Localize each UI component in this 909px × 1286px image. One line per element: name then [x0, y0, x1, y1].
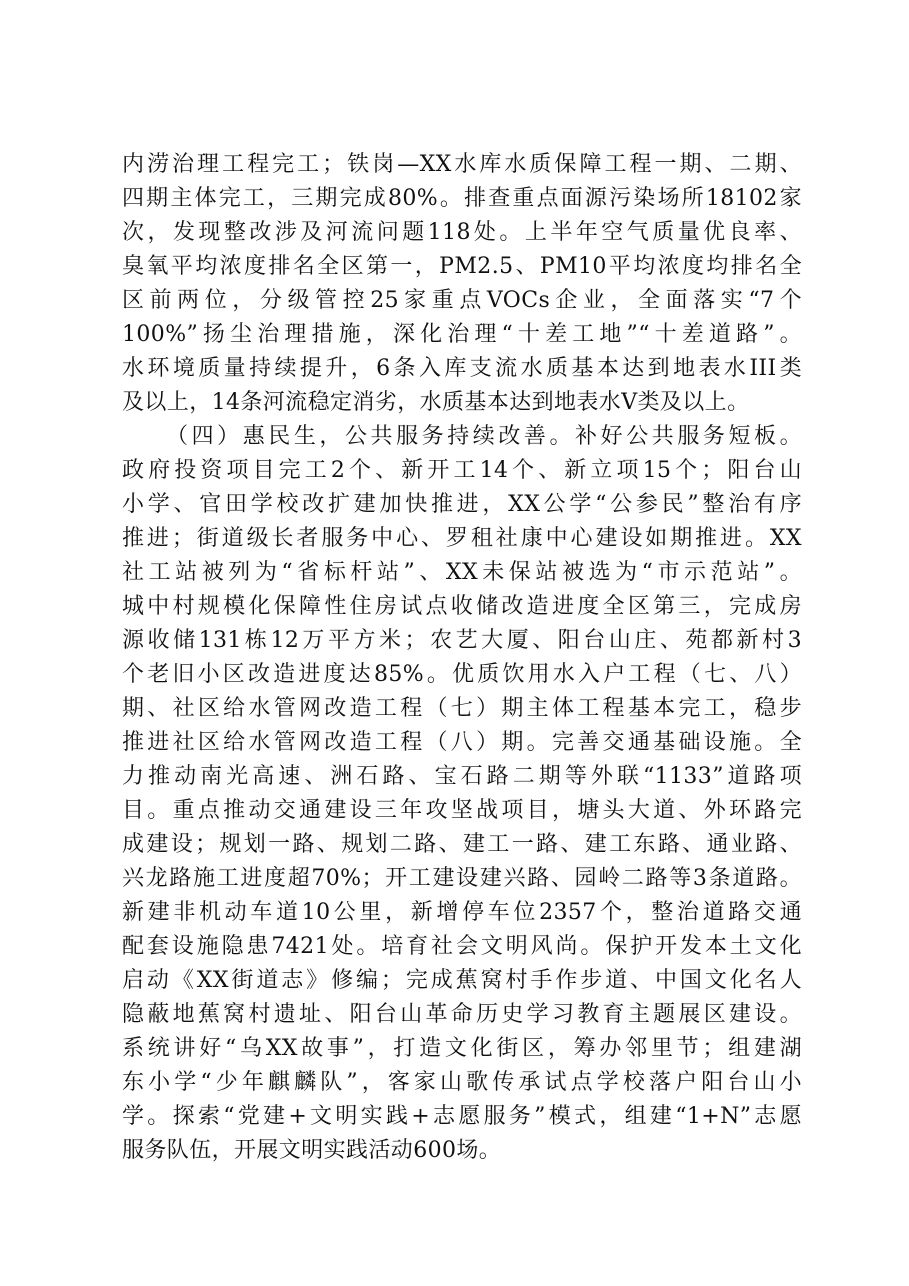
text-line-23: 新建非机动车道10公里，新增停车位2357个，整治道路交通: [122, 900, 802, 925]
text-line-15: 源收储131栋12万平方米；农艺大厦、阳台山庄、苑都新村3: [122, 628, 802, 653]
text-line-1: 内涝治理工程完工；铁岗—XX水库水质保障工程一期、二期、: [122, 152, 802, 177]
text-line-3: 次，发现整改涉及河流问题118处。上半年空气质量优良率、: [122, 220, 802, 245]
text-line-24: 配套设施隐患7421处。培育社会文明风尚。保护开发本土文化: [122, 934, 802, 959]
text-line-18: 推进社区给水管网改造工程（八）期。完善交通基础设施。全: [122, 730, 802, 755]
section-heading-line: （四）惠民生，公共服务持续改善。补好公共服务短板。: [166, 424, 802, 449]
text-line-19: 力推动南光高速、洲石路、宝石路二期等外联“1133”道路项: [122, 764, 802, 789]
text-line-26: 隐蔽地蕉窝村遗址、阳台山革命历史学习教育主题展区建设。: [122, 1002, 802, 1027]
text-line-21: 成建设；规划一路、规划二路、建工一路、建工东路、通业路、: [122, 832, 802, 857]
text-line-7: 水环境质量持续提升，6条入库支流水质基本达到地表水III类: [122, 356, 802, 381]
text-line-6: 100%”扬尘治理措施，深化治理“十差工地”“十差道路”。: [122, 322, 802, 347]
text-line-2: 四期主体完工，三期完成80%。排查重点面源污染场所18102家: [122, 186, 802, 211]
text-line-10: 政府投资项目完工2个、新开工14个、新立项15个；阳台山: [122, 458, 802, 483]
text-line-13: 社工站被列为“省标杆站”、XX未保站被选为“市示范站”。: [122, 560, 802, 585]
text-line-28: 东小学“少年麒麟队”，客家山歌传承试点学校落户阳台山小: [122, 1070, 802, 1095]
text-line-30: 服务队伍，开展文明实践活动600场。: [122, 1138, 502, 1163]
document-body: [122, 148, 802, 1168]
text-line-20: 目。重点推动交通建设三年攻坚战项目，塘头大道、外环路完: [122, 798, 802, 823]
text-line-8: 及以上，14条河流稳定消劣，水质基本达到地表水V类及以上。: [122, 390, 750, 415]
text-line-22: 兴龙路施工进度超70%；开工建设建兴路、园岭二路等3条道路。: [122, 866, 802, 891]
text-line-29: 学。探索“党建+文明实践+志愿服务”模式，组建“1+N”志愿: [122, 1104, 802, 1129]
text-line-5: 区前两位，分级管控25家重点VOCs企业，全面落实“7个: [122, 288, 802, 313]
text-line-25: 启动《XX街道志》修编；完成蕉窝村手作步道、中国文化名人: [122, 968, 802, 993]
text-line-4: 臭氧平均浓度排名全区第一，PM2.5、PM10平均浓度均排名全: [122, 254, 802, 279]
text-line-14: 城中村规模化保障性住房试点收储改造进度全区第三，完成房: [122, 594, 802, 619]
text-line-12: 推进；街道级长者服务中心、罗租社康中心建设如期推进。XX: [122, 526, 802, 551]
text-line-11: 小学、官田学校改扩建加快推进，XX公学“公参民”整治有序: [122, 492, 802, 517]
text-line-17: 期、社区给水管网改造工程（七）期主体工程基本完工，稳步: [122, 696, 802, 721]
text-line-16: 个老旧小区改造进度达85%。优质饮用水入户工程（七、八）: [122, 662, 802, 687]
text-line-27: 系统讲好“乌XX故事”，打造文化街区，筹办邻里节；组建湖: [122, 1036, 802, 1061]
